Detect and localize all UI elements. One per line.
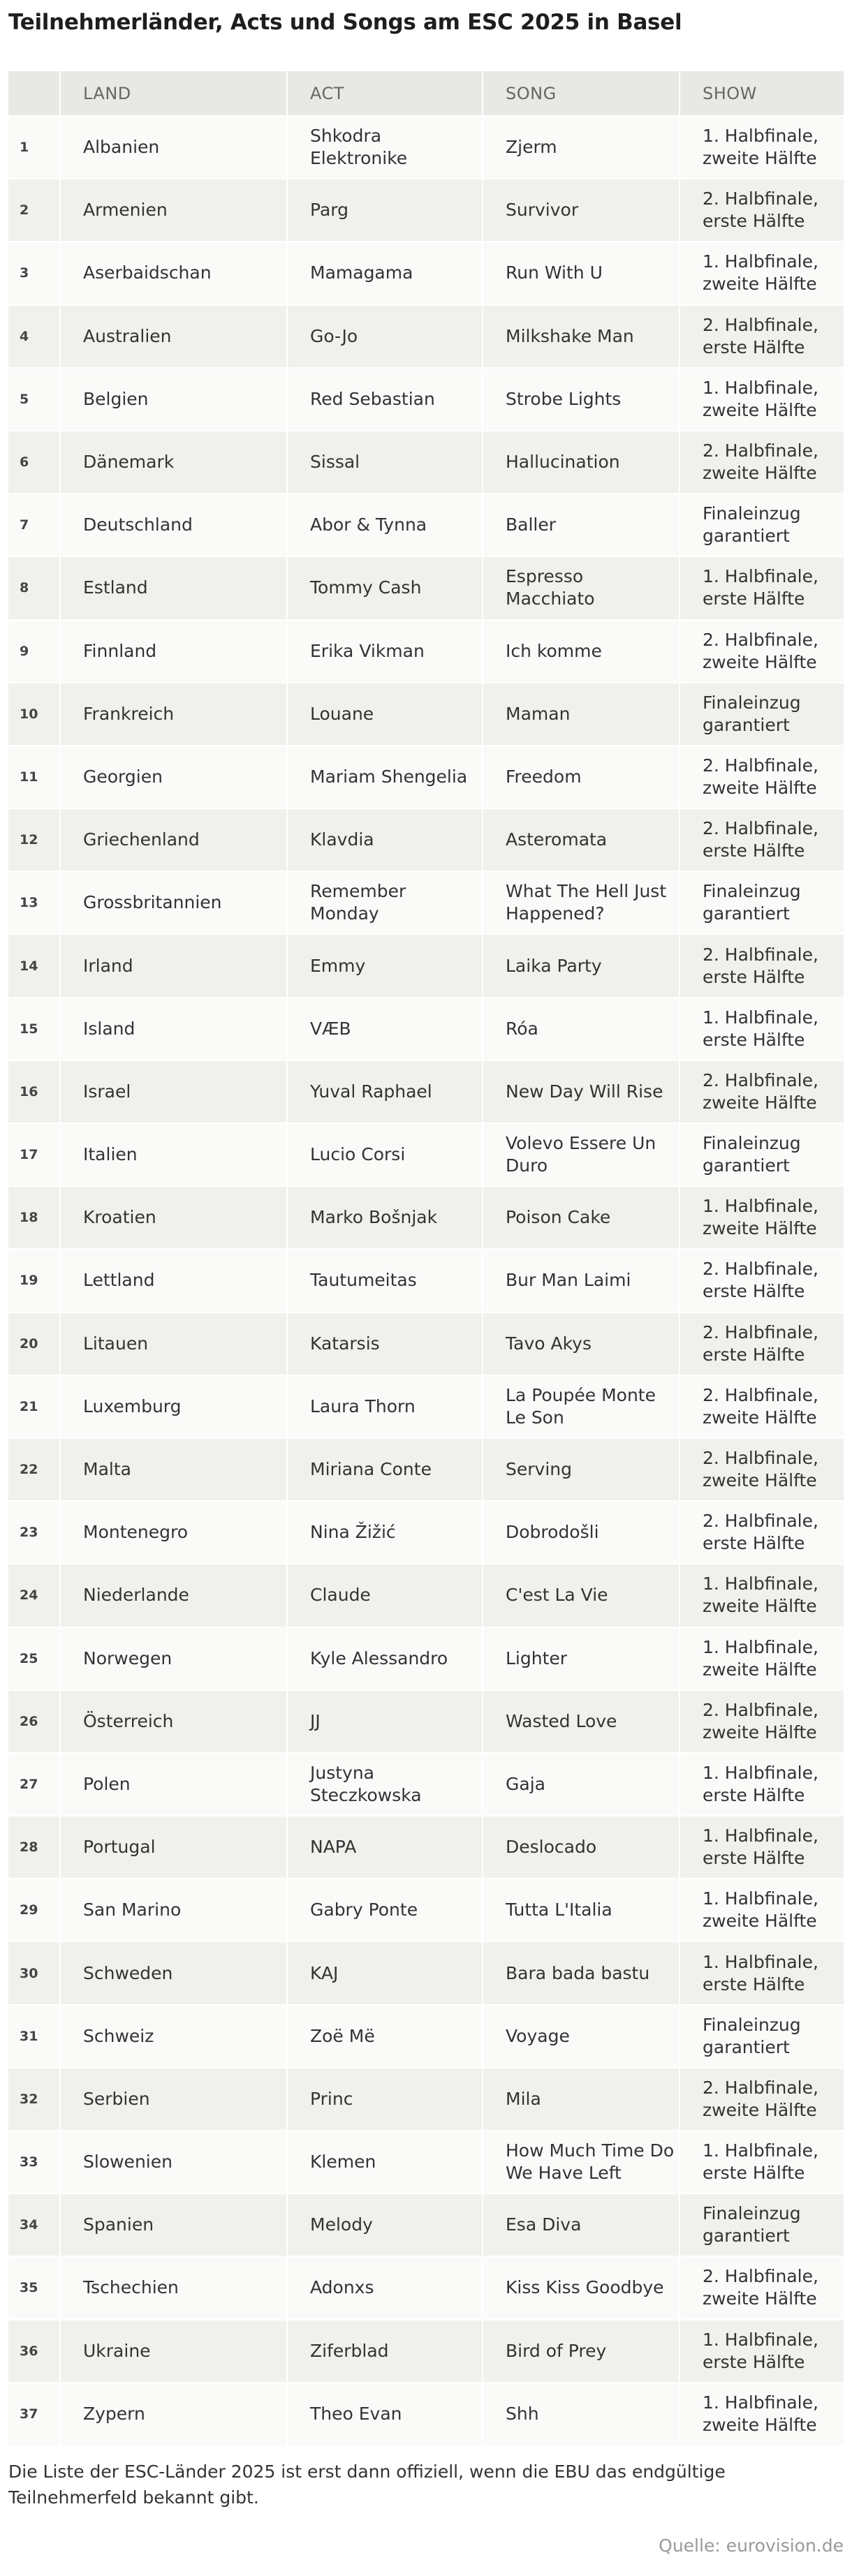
table-row	[8, 2193, 844, 2256]
song-cell: Lighter	[483, 1627, 680, 1690]
row-number: 35	[8, 2256, 60, 2319]
row-number: 33	[8, 2131, 60, 2193]
song-cell: La Poupée Monte Le Son	[483, 1375, 680, 1438]
column-header-song[interactable]: SONG	[483, 71, 680, 116]
row-number: 22	[8, 1438, 60, 1501]
show-cell: 2. Halbfinale, zweite Hälfte	[680, 1060, 844, 1123]
song-cell: New Day Will Rise	[483, 1060, 680, 1123]
country-cell: Estland	[60, 556, 287, 619]
table-row	[8, 242, 844, 304]
act-cell: Laura Thorn	[287, 1375, 483, 1438]
country-cell: Frankreich	[60, 683, 287, 746]
act-cell: Mariam Shengelia	[287, 746, 483, 808]
show-cell: Finaleinzug garantiert	[680, 871, 844, 934]
row-number: 5	[8, 368, 60, 431]
country-cell: Dänemark	[60, 431, 287, 494]
row-number: 32	[8, 2068, 60, 2131]
show-cell: 2. Halbfinale, zweite Hälfte	[680, 620, 844, 683]
country-cell: Georgien	[60, 746, 287, 808]
song-cell: Deslocado	[483, 1816, 680, 1879]
country-cell: Griechenland	[60, 808, 287, 871]
song-cell: Run With U	[483, 242, 680, 304]
country-cell: Armenien	[60, 179, 287, 242]
song-cell: Bur Man Laimi	[483, 1249, 680, 1312]
country-cell: Irland	[60, 934, 287, 997]
show-cell: 1. Halbfinale, zweite Hälfte	[680, 1627, 844, 1690]
country-cell: Deutschland	[60, 494, 287, 556]
act-cell: Sissal	[287, 431, 483, 494]
song-cell: Volevo Essere Un Duro	[483, 1123, 680, 1186]
table-row	[8, 620, 844, 683]
show-cell: 2. Halbfinale, zweite Hälfte	[680, 1375, 844, 1438]
row-number: 18	[8, 1186, 60, 1249]
table-row	[8, 998, 844, 1060]
show-cell: 2. Halbfinale, erste Hälfte	[680, 179, 844, 242]
song-cell: Ich komme	[483, 620, 680, 683]
song-cell: Gaja	[483, 1753, 680, 1816]
act-cell: Red Sebastian	[287, 368, 483, 431]
show-cell: 1. Halbfinale, erste Hälfte	[680, 998, 844, 1060]
column-header-number[interactable]	[8, 71, 60, 116]
show-cell: 2. Halbfinale, erste Hälfte	[680, 305, 844, 368]
row-number: 27	[8, 1753, 60, 1816]
country-cell: Spanien	[60, 2193, 287, 2256]
song-cell: Espresso Macchiato	[483, 556, 680, 619]
act-cell: KAJ	[287, 1941, 483, 2004]
act-cell: Katarsis	[287, 1312, 483, 1375]
country-cell: Kroatien	[60, 1186, 287, 1249]
row-number: 1	[8, 116, 60, 179]
row-number: 10	[8, 683, 60, 746]
row-number: 28	[8, 1816, 60, 1879]
act-cell: Parg	[287, 179, 483, 242]
song-cell: Hallucination	[483, 431, 680, 494]
show-cell: 2. Halbfinale, zweite Hälfte	[680, 1438, 844, 1501]
table-row	[8, 2320, 844, 2383]
country-cell: Tschechien	[60, 2256, 287, 2319]
row-number: 37	[8, 2383, 60, 2445]
country-cell: Polen	[60, 1753, 287, 1816]
act-cell: Tommy Cash	[287, 556, 483, 619]
act-cell: Gabry Ponte	[287, 1879, 483, 1941]
table-row	[8, 1060, 844, 1123]
country-cell: Zypern	[60, 2383, 287, 2445]
source-credit: Quelle: eurovision.de	[659, 2536, 844, 2556]
page-title: Teilnehmerländer, Acts und Songs am ESC 2025 in Basel	[8, 10, 682, 35]
row-number: 17	[8, 1123, 60, 1186]
show-cell: 2. Halbfinale, erste Hälfte	[680, 1501, 844, 1564]
show-cell: 1. Halbfinale, erste Hälfte	[680, 1816, 844, 1879]
song-cell: Mila	[483, 2068, 680, 2131]
country-cell: Niederlande	[60, 1564, 287, 1627]
table-row	[8, 1312, 844, 1375]
table-row	[8, 1501, 844, 1564]
column-header-act[interactable]: ACT	[287, 71, 483, 116]
act-cell: Yuval Raphael	[287, 1060, 483, 1123]
country-cell: Israel	[60, 1060, 287, 1123]
song-cell: Maman	[483, 683, 680, 746]
country-cell: Aserbaidschan	[60, 242, 287, 304]
row-number: 3	[8, 242, 60, 304]
country-cell: Portugal	[60, 1816, 287, 1879]
country-cell: Malta	[60, 1438, 287, 1501]
country-cell: Finnland	[60, 620, 287, 683]
act-cell: Klemen	[287, 2131, 483, 2193]
country-cell: Lettland	[60, 1249, 287, 1312]
show-cell: 1. Halbfinale, erste Hälfte	[680, 1941, 844, 2004]
act-cell: Erika Vikman	[287, 620, 483, 683]
show-cell: Finaleinzug garantiert	[680, 2005, 844, 2068]
song-cell: Serving	[483, 1438, 680, 1501]
table-row	[8, 179, 844, 242]
show-cell: 2. Halbfinale, zweite Hälfte	[680, 1690, 844, 1753]
song-cell: Strobe Lights	[483, 368, 680, 431]
table-row	[8, 1249, 844, 1312]
act-cell: Mamagama	[287, 242, 483, 304]
table-row	[8, 871, 844, 934]
act-cell: Kyle Alessandro	[287, 1627, 483, 1690]
row-number: 23	[8, 1501, 60, 1564]
row-number: 36	[8, 2320, 60, 2383]
show-cell: Finaleinzug garantiert	[680, 2193, 844, 2256]
show-cell: 1. Halbfinale, erste Hälfte	[680, 2320, 844, 2383]
row-number: 34	[8, 2193, 60, 2256]
country-cell: Montenegro	[60, 1501, 287, 1564]
song-cell: Tutta L'Italia	[483, 1879, 680, 1941]
country-cell: Litauen	[60, 1312, 287, 1375]
song-cell: Zjerm	[483, 116, 680, 179]
table-row	[8, 368, 844, 431]
song-cell: Milkshake Man	[483, 305, 680, 368]
country-cell: Österreich	[60, 1690, 287, 1753]
act-cell: Melody	[287, 2193, 483, 2256]
row-number: 30	[8, 1941, 60, 2004]
table-row	[8, 116, 844, 179]
table-row	[8, 556, 844, 619]
show-cell: 1. Halbfinale, zweite Hälfte	[680, 1564, 844, 1627]
show-cell: 1. Halbfinale, zweite Hälfte	[680, 116, 844, 179]
song-cell: Esa Diva	[483, 2193, 680, 2256]
show-cell: Finaleinzug garantiert	[680, 1123, 844, 1186]
show-cell: 1. Halbfinale, erste Hälfte	[680, 2131, 844, 2193]
row-number: 12	[8, 808, 60, 871]
table-row	[8, 2131, 844, 2193]
act-cell: Ziferblad	[287, 2320, 483, 2383]
song-cell: Tavo Akys	[483, 1312, 680, 1375]
song-cell: Laika Party	[483, 934, 680, 997]
act-cell: Go-Jo	[287, 305, 483, 368]
country-cell: Luxemburg	[60, 1375, 287, 1438]
table-row	[8, 1816, 844, 1879]
row-number: 24	[8, 1564, 60, 1627]
row-number: 29	[8, 1879, 60, 1941]
act-cell: Justyna Steczkowska	[287, 1753, 483, 1816]
act-cell: Abor & Tynna	[287, 494, 483, 556]
country-cell: Italien	[60, 1123, 287, 1186]
column-header-show[interactable]: SHOW	[703, 83, 757, 103]
table-row	[8, 2383, 844, 2445]
row-number: 6	[8, 431, 60, 494]
row-number: 15	[8, 998, 60, 1060]
row-number: 14	[8, 934, 60, 997]
show-cell: 2. Halbfinale, zweite Hälfte	[680, 746, 844, 808]
table-row	[8, 305, 844, 368]
participants-table	[8, 71, 844, 2445]
song-cell: C'est La Vie	[483, 1564, 680, 1627]
song-cell: Baller	[483, 494, 680, 556]
row-number: 16	[8, 1060, 60, 1123]
act-cell: Adonxs	[287, 2256, 483, 2319]
table-row	[8, 1753, 844, 1816]
show-cell: 1. Halbfinale, zweite Hälfte	[680, 368, 844, 431]
act-cell: Shkodra Elektronike	[287, 116, 483, 179]
show-cell: 2. Halbfinale, erste Hälfte	[680, 1249, 844, 1312]
show-cell: 1. Halbfinale, zweite Hälfte	[680, 242, 844, 304]
show-cell: 1. Halbfinale, erste Hälfte	[680, 556, 844, 619]
song-cell: Wasted Love	[483, 1690, 680, 1753]
table-row	[8, 1438, 844, 1501]
country-cell: Norwegen	[60, 1627, 287, 1690]
show-cell: 1. Halbfinale, erste Hälfte	[680, 1753, 844, 1816]
show-cell: 2. Halbfinale, erste Hälfte	[680, 808, 844, 871]
act-cell: Nina Žižić	[287, 1501, 483, 1564]
row-number: 4	[8, 305, 60, 368]
song-cell: Voyage	[483, 2005, 680, 2068]
song-cell: Dobrodošli	[483, 1501, 680, 1564]
song-cell: Róa	[483, 998, 680, 1060]
act-cell: Remember Monday	[287, 871, 483, 934]
table-row	[8, 1690, 844, 1753]
row-number: 21	[8, 1375, 60, 1438]
act-cell: Lucio Corsi	[287, 1123, 483, 1186]
act-cell: Miriana Conte	[287, 1438, 483, 1501]
header-row	[8, 71, 844, 116]
song-cell: How Much Time Do We Have Left	[483, 2131, 680, 2193]
country-cell: Ukraine	[60, 2320, 287, 2383]
table-body	[8, 116, 844, 2445]
show-cell: 2. Halbfinale, zweite Hälfte	[680, 431, 844, 494]
table-row	[8, 494, 844, 556]
country-cell: Belgien	[60, 368, 287, 431]
row-number: 7	[8, 494, 60, 556]
act-cell: Louane	[287, 683, 483, 746]
table-row	[8, 683, 844, 746]
song-cell: What The Hell Just Happened?	[483, 871, 680, 934]
country-cell: Island	[60, 998, 287, 1060]
act-cell: Klavdia	[287, 808, 483, 871]
table-header	[8, 71, 844, 116]
table-row	[8, 431, 844, 494]
table-row	[8, 808, 844, 871]
row-number: 11	[8, 746, 60, 808]
row-number: 2	[8, 179, 60, 242]
song-cell: Bara bada bastu	[483, 1941, 680, 2004]
act-cell: Emmy	[287, 934, 483, 997]
country-cell: Grossbritannien	[60, 871, 287, 934]
song-cell: Survivor	[483, 179, 680, 242]
table-row	[8, 1186, 844, 1249]
country-cell: Australien	[60, 305, 287, 368]
table-row	[8, 1375, 844, 1438]
table-row	[8, 934, 844, 997]
country-cell: Schweiz	[60, 2005, 287, 2068]
row-number: 25	[8, 1627, 60, 1690]
table-row	[8, 2256, 844, 2319]
show-cell: 1. Halbfinale, zweite Hälfte	[680, 2383, 844, 2445]
show-cell: 1. Halbfinale, zweite Hälfte	[680, 1879, 844, 1941]
show-cell: 2. Halbfinale, zweite Hälfte	[680, 2068, 844, 2131]
row-number: 8	[8, 556, 60, 619]
act-cell: JJ	[287, 1690, 483, 1753]
act-cell: Zoë Më	[287, 2005, 483, 2068]
act-cell: Tautumeitas	[287, 1249, 483, 1312]
show-cell: Finaleinzug garantiert	[680, 683, 844, 746]
song-cell: Freedom	[483, 746, 680, 808]
table-row	[8, 1941, 844, 2004]
act-cell: Theo Evan	[287, 2383, 483, 2445]
row-number: 26	[8, 1690, 60, 1753]
footnote: Die Liste der ESC-Länder 2025 ist erst dann offiziell, wenn die EBU das endgültige Teilnehmerfeld bekannt gibt.	[8, 2462, 726, 2508]
country-cell: Albanien	[60, 116, 287, 179]
act-cell: NAPA	[287, 1816, 483, 1879]
country-cell: San Marino	[60, 1879, 287, 1941]
table-row	[8, 1123, 844, 1186]
country-cell: Slowenien	[60, 2131, 287, 2193]
song-cell: Asteromata	[483, 808, 680, 871]
song-cell: Shh	[483, 2383, 680, 2445]
act-cell: Claude	[287, 1564, 483, 1627]
table-row	[8, 1564, 844, 1627]
show-cell: 2. Halbfinale, zweite Hälfte	[680, 2256, 844, 2319]
row-number: 13	[8, 871, 60, 934]
show-cell: 1. Halbfinale, zweite Hälfte	[680, 1186, 844, 1249]
act-cell: VÆB	[287, 998, 483, 1060]
row-number: 19	[8, 1249, 60, 1312]
table-row	[8, 746, 844, 808]
country-cell: Schweden	[60, 1941, 287, 2004]
song-cell: Kiss Kiss Goodbye	[483, 2256, 680, 2319]
act-cell: Marko Bošnjak	[287, 1186, 483, 1249]
row-number: 31	[8, 2005, 60, 2068]
show-cell: 2. Halbfinale, erste Hälfte	[680, 1312, 844, 1375]
table-row	[8, 1627, 844, 1690]
table-row	[8, 1879, 844, 1941]
table-row	[8, 2068, 844, 2131]
row-number: 9	[8, 620, 60, 683]
country-cell: Serbien	[60, 2068, 287, 2131]
row-number: 20	[8, 1312, 60, 1375]
show-cell: 2. Halbfinale, erste Hälfte	[680, 934, 844, 997]
column-header-land[interactable]: LAND	[60, 71, 287, 116]
show-cell: Finaleinzug garantiert	[680, 494, 844, 556]
song-cell: Poison Cake	[483, 1186, 680, 1249]
act-cell: Princ	[287, 2068, 483, 2131]
table-row	[8, 2005, 844, 2068]
song-cell: Bird of Prey	[483, 2320, 680, 2383]
